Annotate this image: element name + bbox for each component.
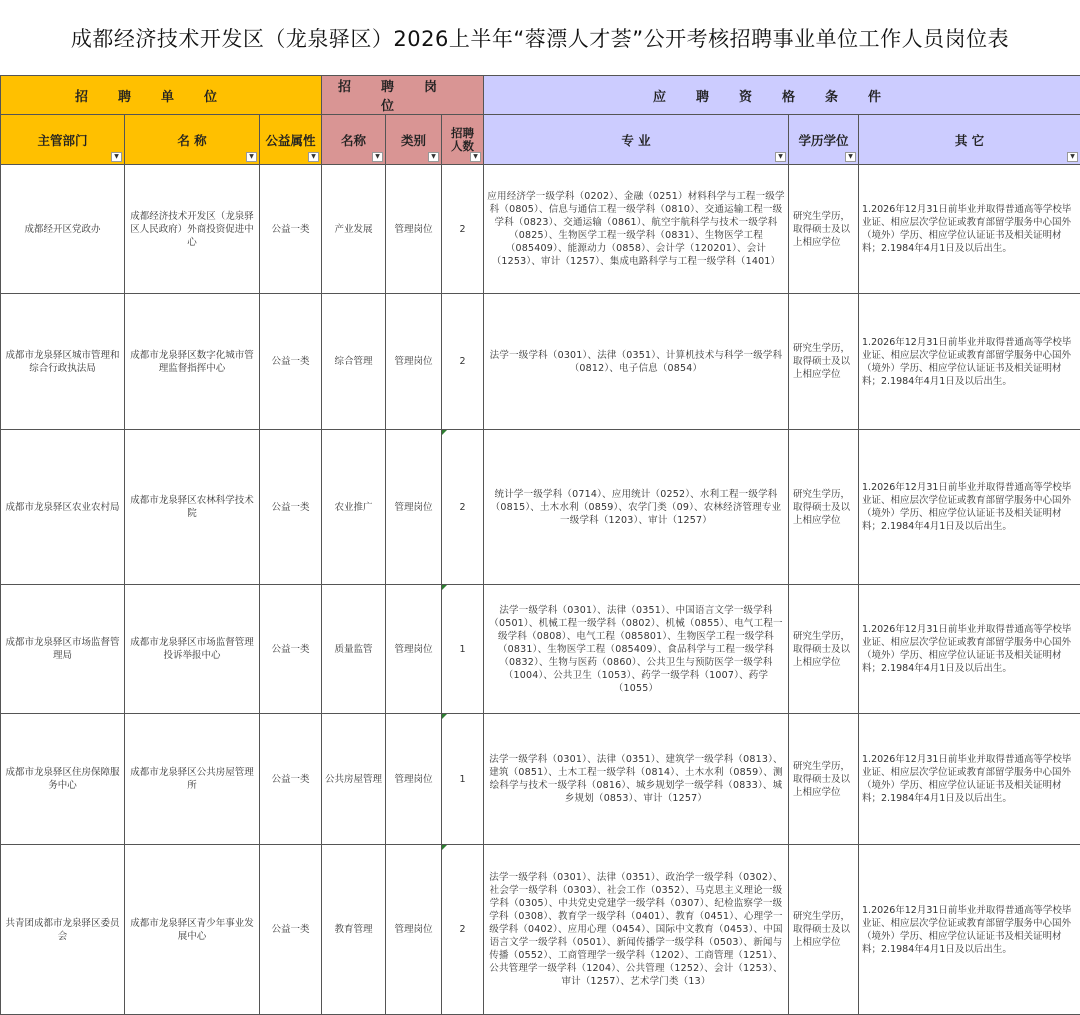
column-header-other: 其 它 ▼	[859, 115, 1080, 165]
comment-marker-icon	[442, 714, 447, 719]
post-type-cell[interactable]: 管理岗位	[386, 430, 442, 585]
unit-cell[interactable]: 成都市龙泉驿区青少年事业发展中心	[125, 845, 260, 1015]
other-cell[interactable]: 1.2026年12月31日前毕业并取得普通高等学校毕业证、相应层次学位证或教育部留学服务中心国外（境外）学历、相应学位认证证书及相关证明材料；2.1984年4月1日及以后出生。	[859, 845, 1080, 1015]
unit-cell[interactable]: 成都市龙泉驿区农林科学技术院	[125, 430, 260, 585]
group-header-post: 招聘岗位	[322, 76, 484, 115]
dept-cell[interactable]: 成都市龙泉驿区住房保障服务中心	[1, 714, 125, 845]
column-header-dept: 主管部门 ▼	[1, 115, 125, 165]
nature-cell[interactable]: 公益一类	[260, 165, 322, 294]
dept-cell[interactable]: 共青团成都市龙泉驿区委员会	[1, 845, 125, 1015]
dept-cell[interactable]: 成都市龙泉驿区市场监督管理局	[1, 585, 125, 714]
column-header-major: 专 业 ▼	[484, 115, 789, 165]
recruitment-table	[0, 75, 1080, 1015]
major-cell[interactable]: 法学一级学科（0301）、法律（0351）、建筑学一级学科（0813）、建筑（0851）、土木工程一级学科（0814）、土木水利（0859）、测绘科学与技术一级学科（0816）、城乡规划学一级学科（0833）、城乡规划（0853）、审计（1257）	[484, 714, 789, 845]
degree-cell[interactable]: 研究生学历，取得硕士及以上相应学位	[789, 294, 859, 430]
other-cell[interactable]: 1.2026年12月31日前毕业并取得普通高等学校毕业证、相应层次学位证或教育部留学服务中心国外（境外）学历、相应学位认证证书及相关证明材料；2.1984年4月1日及以后出生。	[859, 294, 1080, 430]
other-cell[interactable]: 1.2026年12月31日前毕业并取得普通高等学校毕业证、相应层次学位证或教育部留学服务中心国外（境外）学历、相应学位认证证书及相关证明材料；2.1984年4月1日及以后出生。	[859, 430, 1080, 585]
column-header-name: 名 称 ▼	[125, 115, 260, 165]
degree-cell[interactable]: 研究生学历，取得硕士及以上相应学位	[789, 585, 859, 714]
major-cell[interactable]: 应用经济学一级学科（0202）、金融（0251）材料科学与工程一级学科（0805）、信息与通信工程一级学科（0810）、交通运输工程一级学科（0823）、交通运输（0861）、航空宇航科学与技术一级学科（0825）、生物医学工程一级学科（0831）、生物医学工程（085409）、能源动力（0858）、会计学（120201）、会计（1253）、审计（1257）、集成电路科学与工程一级学科（1401）	[484, 165, 789, 294]
post-name-cell[interactable]: 公共房屋管理	[322, 714, 386, 845]
comment-marker-icon	[442, 845, 447, 850]
nature-cell[interactable]: 公益一类	[260, 714, 322, 845]
count-cell[interactable]: 2	[442, 430, 484, 585]
table-row	[1, 585, 1080, 714]
column-header-degree: 学历学位 ▼	[789, 115, 859, 165]
unit-cell[interactable]: 成都经济技术开发区（龙泉驿区人民政府）外商投资促进中心	[125, 165, 260, 294]
column-header-post-type: 类别 ▼	[386, 115, 442, 165]
filter-dropdown-icon[interactable]: ▼	[428, 152, 439, 162]
post-type-cell[interactable]: 管理岗位	[386, 294, 442, 430]
count-cell[interactable]: 2	[442, 165, 484, 294]
major-cell[interactable]: 法学一级学科（0301）、法律（0351）、计算机技术与科学一级学科（0812）、电子信息（0854）	[484, 294, 789, 430]
major-cell[interactable]: 法学一级学科（0301）、法律（0351）、政治学一级学科（0302）、社会学一级学科（0303）、社会工作（0352）、马克思主义理论一级学科（0305）、中共党史党建学一级学科（0307）、纪检监察学一级学科（0308）、教育学一级学科（0401）、教育（0451）、心理学一级学科（0402）、应用心理（0454）、国际中文教育（0453）、中国语言文学一级学科（0501）、新闻传播学一级学科（0503）、新闻与传播（0552）、工商管理学一级学科（1202）、工商管理（1251）、公共管理学一级学科（1204）、公共管理（1252）、会计（1253）、审计（1257）、艺术学门类（13）	[484, 845, 789, 1015]
comment-marker-icon	[442, 585, 447, 590]
table-row	[1, 294, 1080, 430]
nature-cell[interactable]: 公益一类	[260, 430, 322, 585]
filter-dropdown-icon[interactable]: ▼	[1067, 152, 1078, 162]
major-cell[interactable]: 统计学一级学科（0714）、应用统计（0252）、水利工程一级学科（0815）、土木水利（0859）、农学门类（09）、农林经济管理专业一级学科（1203）、审计（1257）	[484, 430, 789, 585]
comment-marker-icon	[442, 430, 447, 435]
filter-dropdown-icon[interactable]: ▼	[845, 152, 856, 162]
filter-dropdown-icon[interactable]: ▼	[775, 152, 786, 162]
post-name-cell[interactable]: 农业推广	[322, 430, 386, 585]
table-row	[1, 165, 1080, 294]
filter-dropdown-icon[interactable]: ▼	[246, 152, 257, 162]
dept-cell[interactable]: 成都经开区党政办	[1, 165, 125, 294]
post-type-cell[interactable]: 管理岗位	[386, 714, 442, 845]
degree-cell[interactable]: 研究生学历，取得硕士及以上相应学位	[789, 165, 859, 294]
unit-cell[interactable]: 成都市龙泉驿区公共房屋管理所	[125, 714, 260, 845]
post-name-cell[interactable]: 综合管理	[322, 294, 386, 430]
nature-cell[interactable]: 公益一类	[260, 294, 322, 430]
group-header-qualification: 应聘资格条件	[484, 76, 1080, 115]
filter-dropdown-icon[interactable]: ▼	[308, 152, 319, 162]
nature-cell[interactable]: 公益一类	[260, 585, 322, 714]
post-name-cell[interactable]: 产业发展	[322, 165, 386, 294]
nature-cell[interactable]: 公益一类	[260, 845, 322, 1015]
degree-cell[interactable]: 研究生学历，取得硕士及以上相应学位	[789, 845, 859, 1015]
degree-cell[interactable]: 研究生学历，取得硕士及以上相应学位	[789, 714, 859, 845]
table-row	[1, 845, 1080, 1015]
post-type-cell[interactable]: 管理岗位	[386, 165, 442, 294]
count-cell[interactable]: 1	[442, 714, 484, 845]
dept-cell[interactable]: 成都市龙泉驿区城市管理和综合行政执法局	[1, 294, 125, 430]
other-cell[interactable]: 1.2026年12月31日前毕业并取得普通高等学校毕业证、相应层次学位证或教育部留学服务中心国外（境外）学历、相应学位认证证书及相关证明材料；2.1984年4月1日及以后出生。	[859, 714, 1080, 845]
count-cell[interactable]: 2	[442, 294, 484, 430]
group-header-unit: 招聘单位	[1, 76, 322, 115]
unit-cell[interactable]: 成都市龙泉驿区数字化城市管理监督指挥中心	[125, 294, 260, 430]
column-header-count: 招聘人数 ▼	[442, 115, 484, 165]
other-cell[interactable]: 1.2026年12月31日前毕业并取得普通高等学校毕业证、相应层次学位证或教育部留学服务中心国外（境外）学历、相应学位认证证书及相关证明材料；2.1984年4月1日及以后出生。	[859, 165, 1080, 294]
unit-cell[interactable]: 成都市龙泉驿区市场监督管理投诉举报中心	[125, 585, 260, 714]
post-name-cell[interactable]: 教育管理	[322, 845, 386, 1015]
page-title: 成都经济技术开发区（龙泉驿区）2026上半年“蓉漂人才荟”公开考核招聘事业单位工作人员岗位表	[70, 27, 1010, 51]
filter-dropdown-icon[interactable]: ▼	[372, 152, 383, 162]
table-row	[1, 714, 1080, 845]
degree-cell[interactable]: 研究生学历，取得硕士及以上相应学位	[789, 430, 859, 585]
post-type-cell[interactable]: 管理岗位	[386, 585, 442, 714]
dept-cell[interactable]: 成都市龙泉驿区农业农村局	[1, 430, 125, 585]
count-cell[interactable]: 2	[442, 845, 484, 1015]
post-name-cell[interactable]: 质量监管	[322, 585, 386, 714]
post-type-cell[interactable]: 管理岗位	[386, 845, 442, 1015]
count-cell[interactable]: 1	[442, 585, 484, 714]
column-header-nature: 公益属性 ▼	[260, 115, 322, 165]
filter-dropdown-icon[interactable]: ▼	[111, 152, 122, 162]
filter-dropdown-icon[interactable]: ▼	[470, 152, 481, 162]
column-header-post-name: 名称 ▼	[322, 115, 386, 165]
major-cell[interactable]: 法学一级学科（0301）、法律（0351）、中国语言文学一级学科（0501）、机械工程一级学科（0802）、机械（0855）、电气工程一级学科（0808）、电气工程（085801）、生物医学工程一级学科（0831）、生物医学工程（085409）、食品科学与工程一级学科（0832）、生物与医药（0860）、公共卫生与预防医学一级学科（1004）、公共卫生（1053）、药学一级学科（1007）、药学（1055）	[484, 585, 789, 714]
table-row	[1, 430, 1080, 585]
other-cell[interactable]: 1.2026年12月31日前毕业并取得普通高等学校毕业证、相应层次学位证或教育部留学服务中心国外（境外）学历、相应学位认证证书及相关证明材料；2.1984年4月1日及以后出生。	[859, 585, 1080, 714]
